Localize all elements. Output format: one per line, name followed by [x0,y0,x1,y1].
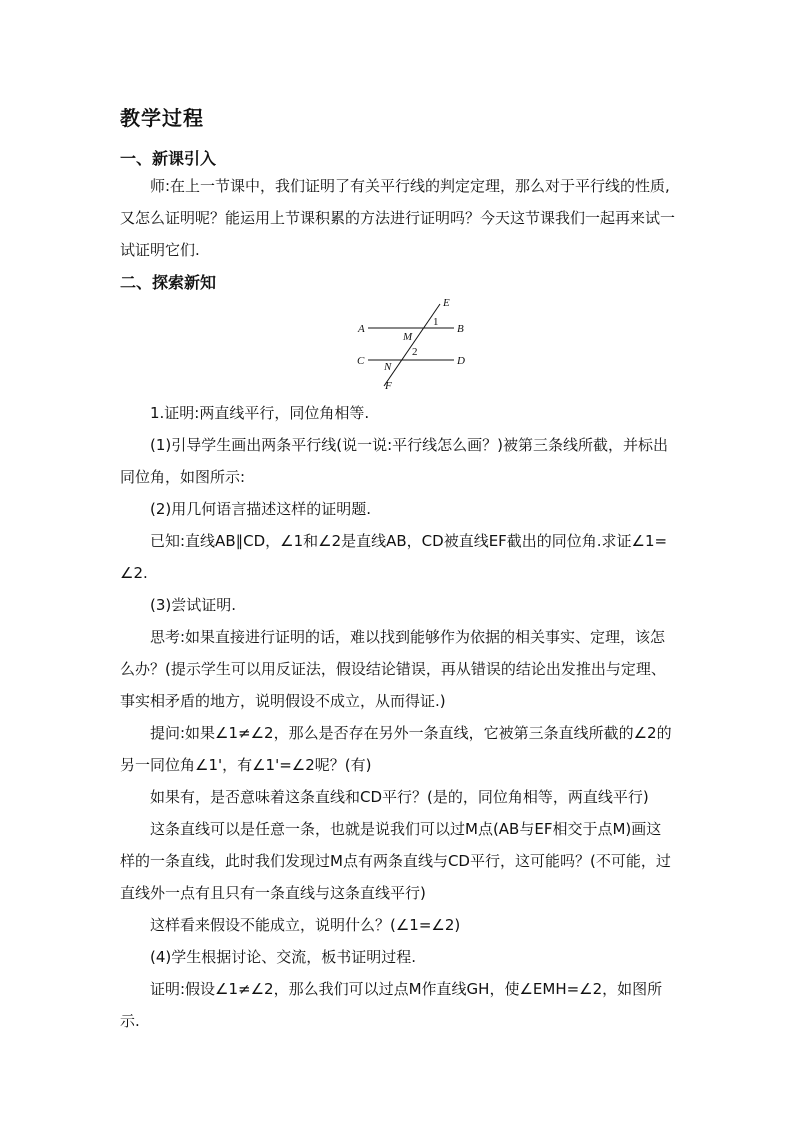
paragraph-5: (3)尝试证明. [150,596,237,614]
label-c: C [357,355,365,367]
paragraph-12: 证明:假设∠1≠∠2，那么我们可以过点M作直线GH，使∠EMH=∠2，如图所示. [120,980,663,1030]
label-angle-1: 1 [433,316,439,328]
paragraph-11: (4)学生根据讨论、交流，板书证明过程. [150,948,417,966]
paragraph-8: 如果有，是否意味着这条直线和CD平行？(是的，同位角相等，两直线平行) [150,788,649,806]
label-n: N [384,361,392,373]
paragraph-9: 这条直线可以是任意一条，也就是说我们可以过M点(AB与EF相交于点M)画这样的一条直线，此时我们发现过M点有两条直线与CD平行，这可能吗？(不可能，过直线外一点有且只有一条直线与这条直线平行) [120,820,671,902]
paragraph-1: 1.证明:两直线平行，同位角相等. [150,404,370,422]
paragraph-7: 提问:如果∠1≠∠2，那么是否存在另外一条直线，它被第三条直线所截的∠2的另一同位角∠1'，有∠1'=∠2呢？(有) [120,724,672,774]
page-title: 教学过程 [120,106,204,130]
label-f: F [385,380,392,392]
label-m: M [403,331,413,343]
parallel-lines-figure [340,292,490,392]
label-angle-2: 2 [412,346,418,358]
label-b: B [457,323,464,335]
paragraph-3: (2)用几何语言描述这样的证明题. [150,500,372,518]
intro-paragraph: 师:在上一节课中，我们证明了有关平行线的判定定理，那么对于平行线的性质,又怎么证明呢？能运用上节课积累的方法进行证明吗？今天这节课我们一起再来试一试证明它们. [120,177,676,259]
line-ef [384,304,440,386]
label-e: E [443,297,450,309]
parallel-lines-diagram [340,292,490,392]
paragraph-10: 这样看来假设不能成立，说明什么？(∠1=∠2) [150,916,461,934]
paragraph-2: (1)引导学生画出两条平行线(说一说:平行线怎么画？)被第三条线所截，并标出同位角，如图所示: [120,436,669,486]
section-heading-explore: 二、探索新知 [120,273,217,292]
label-d: D [457,355,465,367]
label-a: A [358,323,365,335]
section-heading-intro: 一、新课引入 [120,149,217,168]
paragraph-4: 已知:直线AB∥CD，∠1和∠2是直线AB，CD被直线EF截出的同位角.求证∠1=∠2. [120,532,668,582]
paragraph-6: 思考:如果直接进行证明的话，难以找到能够作为依据的相关事实、定理，该怎么办？(提示学生可以用反证法，假设结论错误，再从错误的结论出发推出与定理、事实相矛盾的地方，说明假设不成立，从而得证.) [120,628,666,710]
